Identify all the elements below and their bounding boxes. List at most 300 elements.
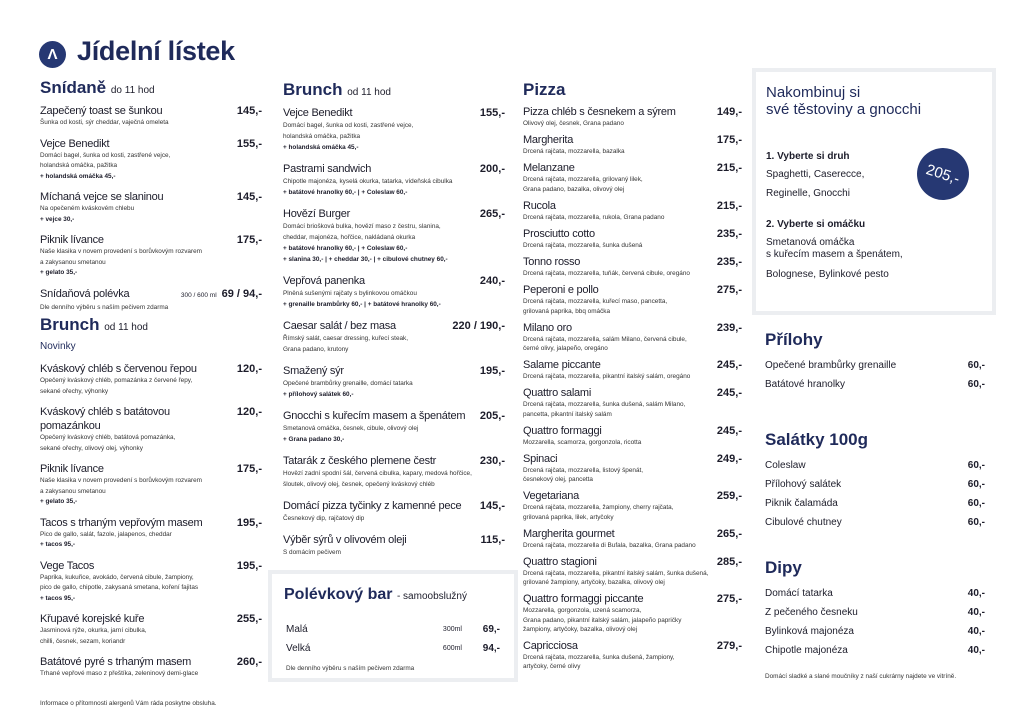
item-price-value: 259,- xyxy=(716,490,742,503)
item-header xyxy=(523,387,742,400)
item-extra: + tacos 95,- xyxy=(40,594,75,602)
sides-section xyxy=(765,330,985,394)
combo-step2: 2. Vyberte si omáčku xyxy=(766,219,866,230)
menu-item xyxy=(523,228,742,250)
item-price xyxy=(237,362,262,376)
item-name: Margherita gourmet xyxy=(523,527,615,540)
item-description: Jasminová rýže, okurka, jarní cibulka, xyxy=(40,627,147,634)
item-price-value: 245,- xyxy=(716,359,742,372)
item-price: 40,- xyxy=(967,626,985,637)
item-description: Hovězí zadní spodní šál, červená cibulka, kapary, medová hořčice, xyxy=(283,470,472,477)
item-header xyxy=(40,233,262,247)
section-title-text: Brunch xyxy=(40,315,100,334)
menu-item xyxy=(40,559,262,605)
item-name: Tatarák z českého plemene čestr xyxy=(283,455,437,467)
item-header xyxy=(523,593,742,606)
item-header xyxy=(523,359,742,372)
item-price-value: 205,- xyxy=(479,410,505,422)
item-price xyxy=(237,516,262,530)
section-title-text: Brunch xyxy=(283,80,343,99)
menu-item xyxy=(40,405,262,454)
menu-item xyxy=(523,322,742,353)
item-price xyxy=(717,359,742,372)
item-header xyxy=(523,490,742,503)
item-name: Domácí tatarka xyxy=(765,588,833,599)
item-price-value: 235,- xyxy=(716,256,742,269)
item-name: Prosciutto cotto xyxy=(523,228,595,241)
item-name: Opečené brambůrky grenaille xyxy=(765,360,897,371)
menu-item xyxy=(523,284,742,315)
item-price-value: 175,- xyxy=(236,463,262,475)
soup-volume: 300ml xyxy=(442,626,462,633)
item-price-value: 285,- xyxy=(716,556,742,569)
item-name: Capricciosa xyxy=(523,640,578,653)
pasta-combo-box xyxy=(752,68,996,315)
item-name: Snídaňová polévka xyxy=(40,287,130,300)
section-title xyxy=(40,78,262,98)
item-extra: + holandská omáčka 45,- xyxy=(40,172,116,180)
item-description: Drcená rajčata, mozzarella, grilovaný lilek, xyxy=(523,176,643,184)
item-header xyxy=(523,284,742,297)
item-price xyxy=(717,134,742,147)
price-badge: 205,- xyxy=(910,141,976,207)
item-name: Hovězí Burger xyxy=(283,208,351,220)
item-description: žampiony, artyčoky, bazalka, olivový olej xyxy=(523,625,638,633)
item-header xyxy=(283,106,505,120)
item-description: Domácí briošková bulka, hovězí maso z čestru, slanina, xyxy=(283,223,441,230)
soup-bar-title xyxy=(284,586,467,604)
menu-item xyxy=(765,475,985,494)
item-price-value: 215,- xyxy=(716,162,742,175)
item-name: Křupavé korejské kuře xyxy=(40,613,145,625)
brunch-right-section xyxy=(283,80,505,567)
item-price xyxy=(237,559,262,573)
item-name: Piknik lívance xyxy=(40,463,104,475)
item-name: Margherita xyxy=(523,134,574,147)
menu-item xyxy=(283,106,505,153)
section-subtitle: do 11 hod xyxy=(110,85,155,96)
item-price: 40,- xyxy=(967,607,985,618)
item-description: artyčoky, černé olivy xyxy=(523,663,581,671)
item-name: Vege Tacos xyxy=(40,559,95,572)
item-description: Na opečeném kváskovém chlebu xyxy=(40,205,135,212)
item-price-value: 195,- xyxy=(236,559,262,572)
item-price xyxy=(237,137,262,151)
item-name: Vejce Benedikt xyxy=(40,137,110,150)
item-name: Pastrami sandwich xyxy=(283,163,372,175)
soup-row xyxy=(286,643,500,654)
combo-step1-text: Reginelle, Gnocchi xyxy=(766,188,850,199)
item-name: Tonno rosso xyxy=(523,256,581,269)
item-name: Výběr sýrů v olivovém oleji xyxy=(283,534,407,546)
menu-item xyxy=(765,456,985,475)
item-header xyxy=(283,454,505,468)
item-description: Chipotle majonéza, kyselá okurka, tatarka, vídeňská cibulka xyxy=(283,178,453,185)
item-name: Smažený sýr xyxy=(283,365,344,377)
item-description: Plněná sušenými rajčaty s bylinkovou omáčkou xyxy=(283,290,417,297)
combo-step1-text: Spaghetti, Caserecce, xyxy=(766,169,865,180)
salads-section xyxy=(765,430,985,532)
item-description: Trhané vepřové maso z přeštíka, zeleninový demi-glace xyxy=(40,670,199,677)
item-name: Peperoni e pollo xyxy=(523,284,599,297)
section-subtitle: od 11 hod xyxy=(347,87,391,98)
menu-item xyxy=(523,640,742,671)
item-description: Drcená rajčata, mozzarella, pikantní italský salám, šunka dušená, xyxy=(523,570,709,578)
menu-item xyxy=(523,593,742,634)
item-name: Quattro formaggi xyxy=(523,424,602,437)
item-header xyxy=(283,364,505,378)
item-header xyxy=(40,462,262,476)
item-description: Drcená rajčata, mozzarella, šunka dušená, žampiony, xyxy=(523,654,675,662)
item-price-value: 115,- xyxy=(480,534,505,546)
item-extra: + batátové hranolky 60,- | + Coleslaw 60,- xyxy=(283,245,408,252)
soup-price: 69,- xyxy=(482,624,500,635)
item-name: Milano oro xyxy=(523,321,572,334)
menu-item xyxy=(765,356,985,375)
item-extra: + gelato 35,- xyxy=(40,269,78,276)
item-description: Mozzarella, gorgonzola, uzená scamorza, xyxy=(523,607,642,615)
item-price-value: 69 / 94,- xyxy=(221,287,262,300)
item-price-value: 155,- xyxy=(479,107,505,119)
item-name: Rucola xyxy=(523,199,556,212)
section-subtitle: od 11 hod xyxy=(104,322,148,333)
menu-item xyxy=(765,375,985,394)
item-extra: + přílohový salátek 60,- xyxy=(283,391,354,398)
item-price xyxy=(717,387,742,400)
item-description: černé olivy, jalapeño, oregáno xyxy=(523,345,608,353)
item-description: sekané ořechy, výhonky xyxy=(40,387,109,395)
item-description: Drcená rajčata, mozzarella, bazalka xyxy=(523,148,625,156)
item-name: Bylinková majonéza xyxy=(765,626,854,637)
menu-item xyxy=(523,453,742,484)
item-price xyxy=(452,319,505,333)
dips-section xyxy=(765,558,985,660)
soup-bar-title-text: Polévkový bar xyxy=(284,586,393,603)
item-description: Paprika, kukuřice, avokádo, červená cibule, žampiony, xyxy=(40,573,194,581)
menu-item xyxy=(40,190,262,225)
item-name: Zapečený toast se šunkou xyxy=(40,105,163,117)
item-description: Česnekový dip, rajčatový dip xyxy=(283,515,365,522)
section-title: Dipy xyxy=(765,558,802,577)
section-title: Přílohy xyxy=(765,330,823,349)
item-price-value: 120,- xyxy=(236,406,262,418)
item-price xyxy=(717,528,742,541)
item-price: 60,- xyxy=(967,460,985,471)
pizza-section xyxy=(523,80,742,677)
item-price xyxy=(717,556,742,569)
item-name: Tacos s trhaným vepřovým masem xyxy=(40,516,203,529)
item-description: Drcená rajčata, mozzarella, kuřecí maso, pancetta, xyxy=(523,298,668,306)
item-price xyxy=(237,190,262,204)
item-description: grilovaná paprika, lilek, artyčoky xyxy=(523,513,614,521)
desserts-note: Domácí sladké a slané moučníky z naší cukrárny najdete ve vitríně. xyxy=(765,673,957,680)
item-description: Mozzarella, scamorza, gorgonzola, ricotta xyxy=(523,438,642,446)
item-name: Pizza chléb s česnekem a sýrem xyxy=(523,106,676,118)
item-header xyxy=(283,319,505,333)
item-extra: + vejce 30,- xyxy=(40,215,75,223)
item-description: grilovaná paprika, bbq omáčka xyxy=(523,307,611,315)
item-description: a zakysanou smetanou xyxy=(40,258,106,266)
item-description: Domácí bagel, šunka od kosti, zastřené vejce, xyxy=(283,122,414,129)
item-price xyxy=(717,490,742,503)
item-header xyxy=(40,559,262,573)
menu-item xyxy=(283,274,505,310)
menu-item xyxy=(765,641,985,660)
item-price-value: 175,- xyxy=(236,234,262,246)
item-price-value: 230,- xyxy=(479,455,505,467)
soup-size-name: Velká xyxy=(286,643,311,654)
soup-bar-box xyxy=(268,570,518,682)
menu-item xyxy=(40,516,262,551)
item-name: Salame piccante xyxy=(523,359,601,372)
item-description: Opečený kváskový chléb, pomazánka z červené řepy, xyxy=(40,377,193,384)
item-description: pancetta, pikantní italský salám xyxy=(523,410,612,418)
item-header xyxy=(523,106,742,119)
item-description: pico de gallo, chipotle, zakysaná smetana, koření fajitas xyxy=(40,584,199,591)
item-description: chilli, česnek, sezam, koriandr xyxy=(40,637,126,645)
item-extra: + gelato 35,- xyxy=(40,498,78,505)
item-name: Vepřová panenka xyxy=(283,275,365,287)
menu-item xyxy=(765,494,985,513)
item-description: Grana padano, pikantní italský salám, jalapeño papričky xyxy=(523,616,682,624)
item-header xyxy=(40,137,262,151)
allergen-note: Informace o přítomnosti alergenů Vám ráda poskytne obsluha. xyxy=(40,700,217,707)
item-name: Cibulové chutney xyxy=(765,517,842,528)
item-price xyxy=(480,454,505,468)
item-description: Drcená rajčata, mozzarella, žampiony, cherry rajčata, xyxy=(523,504,674,512)
menu-item xyxy=(523,425,742,447)
item-price-value: 265,- xyxy=(716,527,742,540)
item-header xyxy=(523,322,742,335)
item-header xyxy=(523,425,742,438)
item-description: Drcená rajčata, mozzarella, tuňák, červená cibule, oregáno xyxy=(523,270,690,278)
item-name: Domácí pizza tyčinky z kamenné pece xyxy=(283,500,462,512)
item-price xyxy=(717,640,742,653)
soup-size-name: Malá xyxy=(286,624,308,635)
item-description: česnekový olej, pancetta xyxy=(523,476,593,484)
item-price xyxy=(717,284,742,297)
soup-price: 94,- xyxy=(482,643,500,654)
item-price: 60,- xyxy=(967,517,985,528)
item-header xyxy=(523,200,742,213)
menu-item xyxy=(523,359,742,381)
menu-item xyxy=(40,612,262,647)
section-title: Pizza xyxy=(523,80,566,99)
item-price xyxy=(480,274,505,288)
item-description: Drcená rajčata, mozzarella, listový špenát, xyxy=(523,467,644,475)
item-description: Římský salát, caesar dressing, kuřecí steak, xyxy=(283,335,409,342)
item-description: sekané ořechy, olivový olej, výhonky xyxy=(40,444,143,452)
item-price-value: 145,- xyxy=(236,105,262,117)
item-price xyxy=(237,612,262,626)
item-price xyxy=(237,233,262,247)
item-name: Gnocchi s kuřecím masem a špenátem xyxy=(283,410,466,422)
item-price-value: 249,- xyxy=(716,453,742,466)
menu-item xyxy=(765,622,985,641)
item-price-value: 245,- xyxy=(716,387,742,400)
item-name: Piknik lívance xyxy=(40,234,104,246)
menu-item xyxy=(283,319,505,355)
item-header xyxy=(523,228,742,241)
item-extra: + batátové hranolky 60,- | + Coleslaw 60,- xyxy=(283,189,408,196)
item-price xyxy=(717,228,742,241)
item-price xyxy=(237,104,262,118)
item-price-value: 195,- xyxy=(236,516,262,529)
menu-item xyxy=(40,233,262,279)
item-header xyxy=(523,528,742,541)
item-description: cheddar, majonéza, hořčice, nakládaná okurka xyxy=(283,234,416,241)
item-header xyxy=(523,640,742,653)
item-price-value: 145,- xyxy=(479,500,505,512)
item-name: Quattro formaggi piccante xyxy=(523,593,644,606)
item-price-value: 260,- xyxy=(236,656,262,668)
menu-item xyxy=(523,106,742,128)
menu-item xyxy=(523,162,742,193)
menu-item xyxy=(40,104,262,129)
item-name: Vejce Benedikt xyxy=(283,107,353,119)
soup-bar-subtitle: - samoobslužný xyxy=(396,591,467,602)
item-name: Coleslaw xyxy=(765,460,806,471)
item-header xyxy=(523,256,742,269)
item-description: Drcená rajčata, mozzarella, salám Milano, červená cibule, xyxy=(523,335,687,343)
item-description: Drcená rajčata, mozzarella, rukola, Grana padano xyxy=(523,213,665,221)
menu-item xyxy=(523,556,742,587)
item-price xyxy=(717,425,742,438)
menu-item xyxy=(765,584,985,603)
item-price-value: 145,- xyxy=(236,191,262,203)
combo-step2-text: Smetanová omáčka xyxy=(766,237,855,248)
item-description: Drcená rajčata, mozzarella, šunka dušená, salám Milano, xyxy=(523,401,686,409)
item-description: holandská omáčka, pažitka xyxy=(283,133,361,140)
item-price xyxy=(181,287,262,303)
item-description: Naše klasika v novem provedení s borůvkovým rozvarem xyxy=(40,248,202,255)
section-title xyxy=(40,315,262,335)
soup-row xyxy=(286,624,500,635)
item-description: Drcená rajčata, mozzarella, pikantní italský salám, oregáno xyxy=(523,373,691,381)
item-header xyxy=(523,453,742,466)
section-title: Salátky 100g xyxy=(765,430,869,449)
menu-item xyxy=(40,362,262,397)
item-name: Piknik čalamáda xyxy=(765,498,838,509)
combo-title xyxy=(766,84,921,118)
item-description: Smetanová omáčka, česnek, cibule, olivový olej xyxy=(283,425,419,432)
item-price-value: 149,- xyxy=(716,106,742,118)
item-name: Přílohový salátek xyxy=(765,479,842,490)
item-price-value: 120,- xyxy=(236,363,262,375)
soup-volume: 600ml xyxy=(442,645,462,652)
menu-item xyxy=(40,462,262,508)
item-price-value: 235,- xyxy=(716,228,742,241)
item-description: S domácím pečivem xyxy=(283,549,341,556)
item-price-value: 265,- xyxy=(479,208,505,220)
menu-item xyxy=(523,528,742,550)
menu-item xyxy=(765,513,985,532)
item-price: 60,- xyxy=(967,379,985,390)
breakfast-section xyxy=(40,78,262,321)
item-price: 40,- xyxy=(967,588,985,599)
item-price xyxy=(237,405,262,419)
item-header xyxy=(283,499,505,513)
menu-item xyxy=(283,409,505,445)
menu-item xyxy=(283,207,505,265)
item-price xyxy=(480,499,505,513)
menu-item xyxy=(283,364,505,400)
item-description: Drcená rajčata, mozzarella, šunka dušená xyxy=(523,242,643,250)
item-price xyxy=(480,364,505,378)
menu-item xyxy=(40,137,262,183)
item-price xyxy=(480,162,505,176)
menu-item xyxy=(40,287,262,314)
item-description: holandská omáčka, pažitka xyxy=(40,162,118,169)
item-header xyxy=(283,207,505,221)
item-name: Melanzane xyxy=(523,162,575,175)
item-price xyxy=(717,453,742,466)
item-price-value: 245,- xyxy=(716,424,742,437)
item-header xyxy=(283,533,505,547)
compass-icon: Λ xyxy=(39,41,66,68)
item-header xyxy=(40,405,262,433)
soup-note: Dle denního výběru s naším pečivem zdarma xyxy=(286,665,415,672)
menu-item xyxy=(283,499,505,524)
item-price-value: 255,- xyxy=(236,613,262,625)
item-extra: + Grana padano 30,- xyxy=(283,436,345,443)
menu-item xyxy=(283,162,505,198)
menu-item xyxy=(523,256,742,278)
item-description: Grana padano, bazalka, olivový olej xyxy=(523,185,625,193)
page-title: Jídelní lístek xyxy=(77,36,235,66)
menu-item xyxy=(283,454,505,490)
item-description: Olivový olej, česnek, Grana padano xyxy=(523,120,624,127)
item-name: Vegetariana xyxy=(523,490,579,503)
item-name: Batátové pyré s trhaným masem xyxy=(40,656,192,668)
menu-item xyxy=(523,490,742,521)
item-extra: + grenaille brambůrky 60,- | + batátové hranolky 60,- xyxy=(283,301,441,308)
item-header xyxy=(523,556,742,569)
item-name: Batátové hranolky xyxy=(765,379,846,390)
menu-item xyxy=(283,533,505,558)
item-description: šloutek, olivový olej, česnek, opečený kváskový chléb xyxy=(283,481,435,488)
item-price-value: 239,- xyxy=(716,321,742,334)
menu-item xyxy=(40,655,262,680)
item-description: Pico de gallo, salát, fazole, jalapenos, cheddar xyxy=(40,530,172,538)
item-name: Z pečeného česneku xyxy=(765,607,858,618)
item-description: Domácí bagel, šunka od kosti, zastřené vejce, xyxy=(40,151,171,159)
item-header xyxy=(40,190,262,204)
item-price: 60,- xyxy=(967,360,985,371)
item-name: Caesar salát / bez masa xyxy=(283,320,396,332)
item-price: 60,- xyxy=(967,479,985,490)
item-price xyxy=(717,200,742,213)
item-price-value: 220 / 190,- xyxy=(452,320,505,332)
item-name: Spinaci xyxy=(523,453,558,466)
novinky-label: Novinky xyxy=(40,341,76,352)
item-price xyxy=(481,533,505,547)
combo-title-line: své těstoviny a gnocchi xyxy=(766,101,922,118)
menu-item xyxy=(523,200,742,222)
item-price xyxy=(237,655,262,669)
combo-step1: 1. Vyberte si druh xyxy=(766,151,850,162)
item-price xyxy=(717,106,742,119)
item-name: Quattro stagioni xyxy=(523,556,597,569)
item-price xyxy=(717,322,742,335)
item-price-value: 215,- xyxy=(716,199,742,212)
section-title xyxy=(283,80,505,100)
item-header xyxy=(283,409,505,423)
item-description: Dle denního výběru s naším pečivem zdarma xyxy=(40,303,169,311)
item-description: Naše klasika v novem provedení s borůvkovým rozvarem xyxy=(40,477,202,484)
item-price-value: 240,- xyxy=(479,275,505,287)
menu-item xyxy=(523,134,742,156)
